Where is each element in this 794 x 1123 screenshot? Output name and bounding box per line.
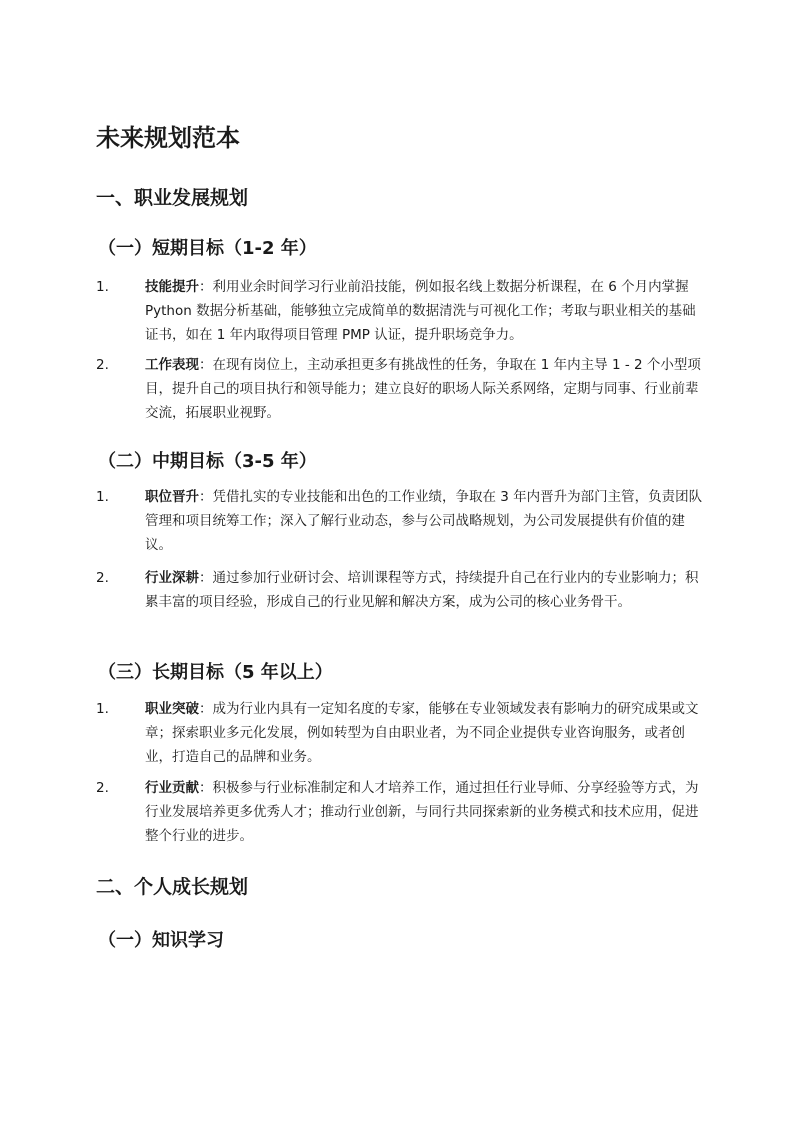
subsection-heading-mid-term: （二）中期目标（3-5 年）: [98, 451, 317, 472]
list-item: [96, 275, 708, 347]
list-item-label: 行业深耕: [145, 570, 199, 586]
list-item-text: [145, 697, 708, 769]
list-item-number: 2.: [96, 357, 109, 373]
list-item-body: ：在现有岗位上，主动承担更多有挑战性的任务，争取在 1 年内主导 1 - 2 个小型项目，提升自己的项目执行和领导能力；建立良好的职场人际关系网络，定期与同事、行业前辈交流，拓展职业视野。: [145, 357, 701, 421]
list-item-body: ：通过参加行业研讨会、培训课程等方式，持续提升自己在行业内的专业影响力；积累丰富的项目经验，形成自己的行业见解和解决方案，成为公司的核心业务骨干。: [145, 570, 699, 610]
section-heading-career: 一、职业发展规划: [96, 187, 249, 209]
list-item-number: 2.: [96, 780, 109, 796]
list-item-label: 行业贡献: [145, 780, 199, 796]
list-item-number: 1.: [96, 701, 109, 717]
list-item-number: 1.: [96, 279, 109, 295]
list-item-body: ：成为行业内具有一定知名度的专家，能够在专业领域发表有影响力的研究成果或文章；探索职业多元化发展，例如转型为自由职业者，为不同企业提供专业咨询服务，或者创业，打造自己的品牌和业务。: [145, 701, 699, 765]
list-item-number: 1.: [96, 489, 109, 505]
list-item-body: ：积极参与行业标准制定和人才培养工作，通过担任行业导师、分享经验等方式，为行业发展培养更多优秀人才；推动行业创新，与同行共同探索新的业务模式和技术应用，促进整个行业的进步。: [145, 780, 699, 844]
subsection-heading-long-term: （三）长期目标（5 年以上）: [98, 662, 333, 683]
list-item-text: [145, 353, 708, 425]
list-item: [96, 566, 708, 614]
list-item: [96, 776, 708, 848]
list-item-body: ：利用业余时间学习行业前沿技能，例如报名线上数据分析课程，在 6 个月内掌握 Python 数据分析基础，能够独立完成简单的数据清洗与可视化工作；考取与职业相关的基础证书，如在 1 年内取得项目管理 PMP 认证，提升职场竞争力。: [145, 279, 696, 343]
subsection-heading-knowledge: （一）知识学习: [98, 930, 224, 951]
list-item-label: 职位晋升: [145, 489, 199, 505]
section-heading-personal-growth: 二、个人成长规划: [96, 876, 249, 898]
list-item-label: 职业突破: [145, 701, 199, 717]
list-item-text: [145, 566, 708, 614]
list-item-label: 工作表现: [145, 357, 199, 373]
document-title: 未来规划范本: [96, 124, 240, 152]
list-item-text: [145, 776, 708, 848]
list-item-text: [145, 275, 708, 347]
list-item-body: ：凭借扎实的专业技能和出色的工作业绩，争取在 3 年内晋升为部门主管，负责团队管理和项目统筹工作；深入了解行业动态，参与公司战略规划，为公司发展提供有价值的建议。: [145, 489, 703, 553]
list-item-number: 2.: [96, 570, 109, 586]
list-item: [96, 697, 708, 769]
list-item: [96, 353, 708, 425]
subsection-heading-short-term: （一）短期目标（1-2 年）: [98, 238, 317, 259]
list-item: [96, 485, 708, 557]
list-item-label: 技能提升: [145, 279, 199, 295]
list-item-text: [145, 485, 708, 557]
